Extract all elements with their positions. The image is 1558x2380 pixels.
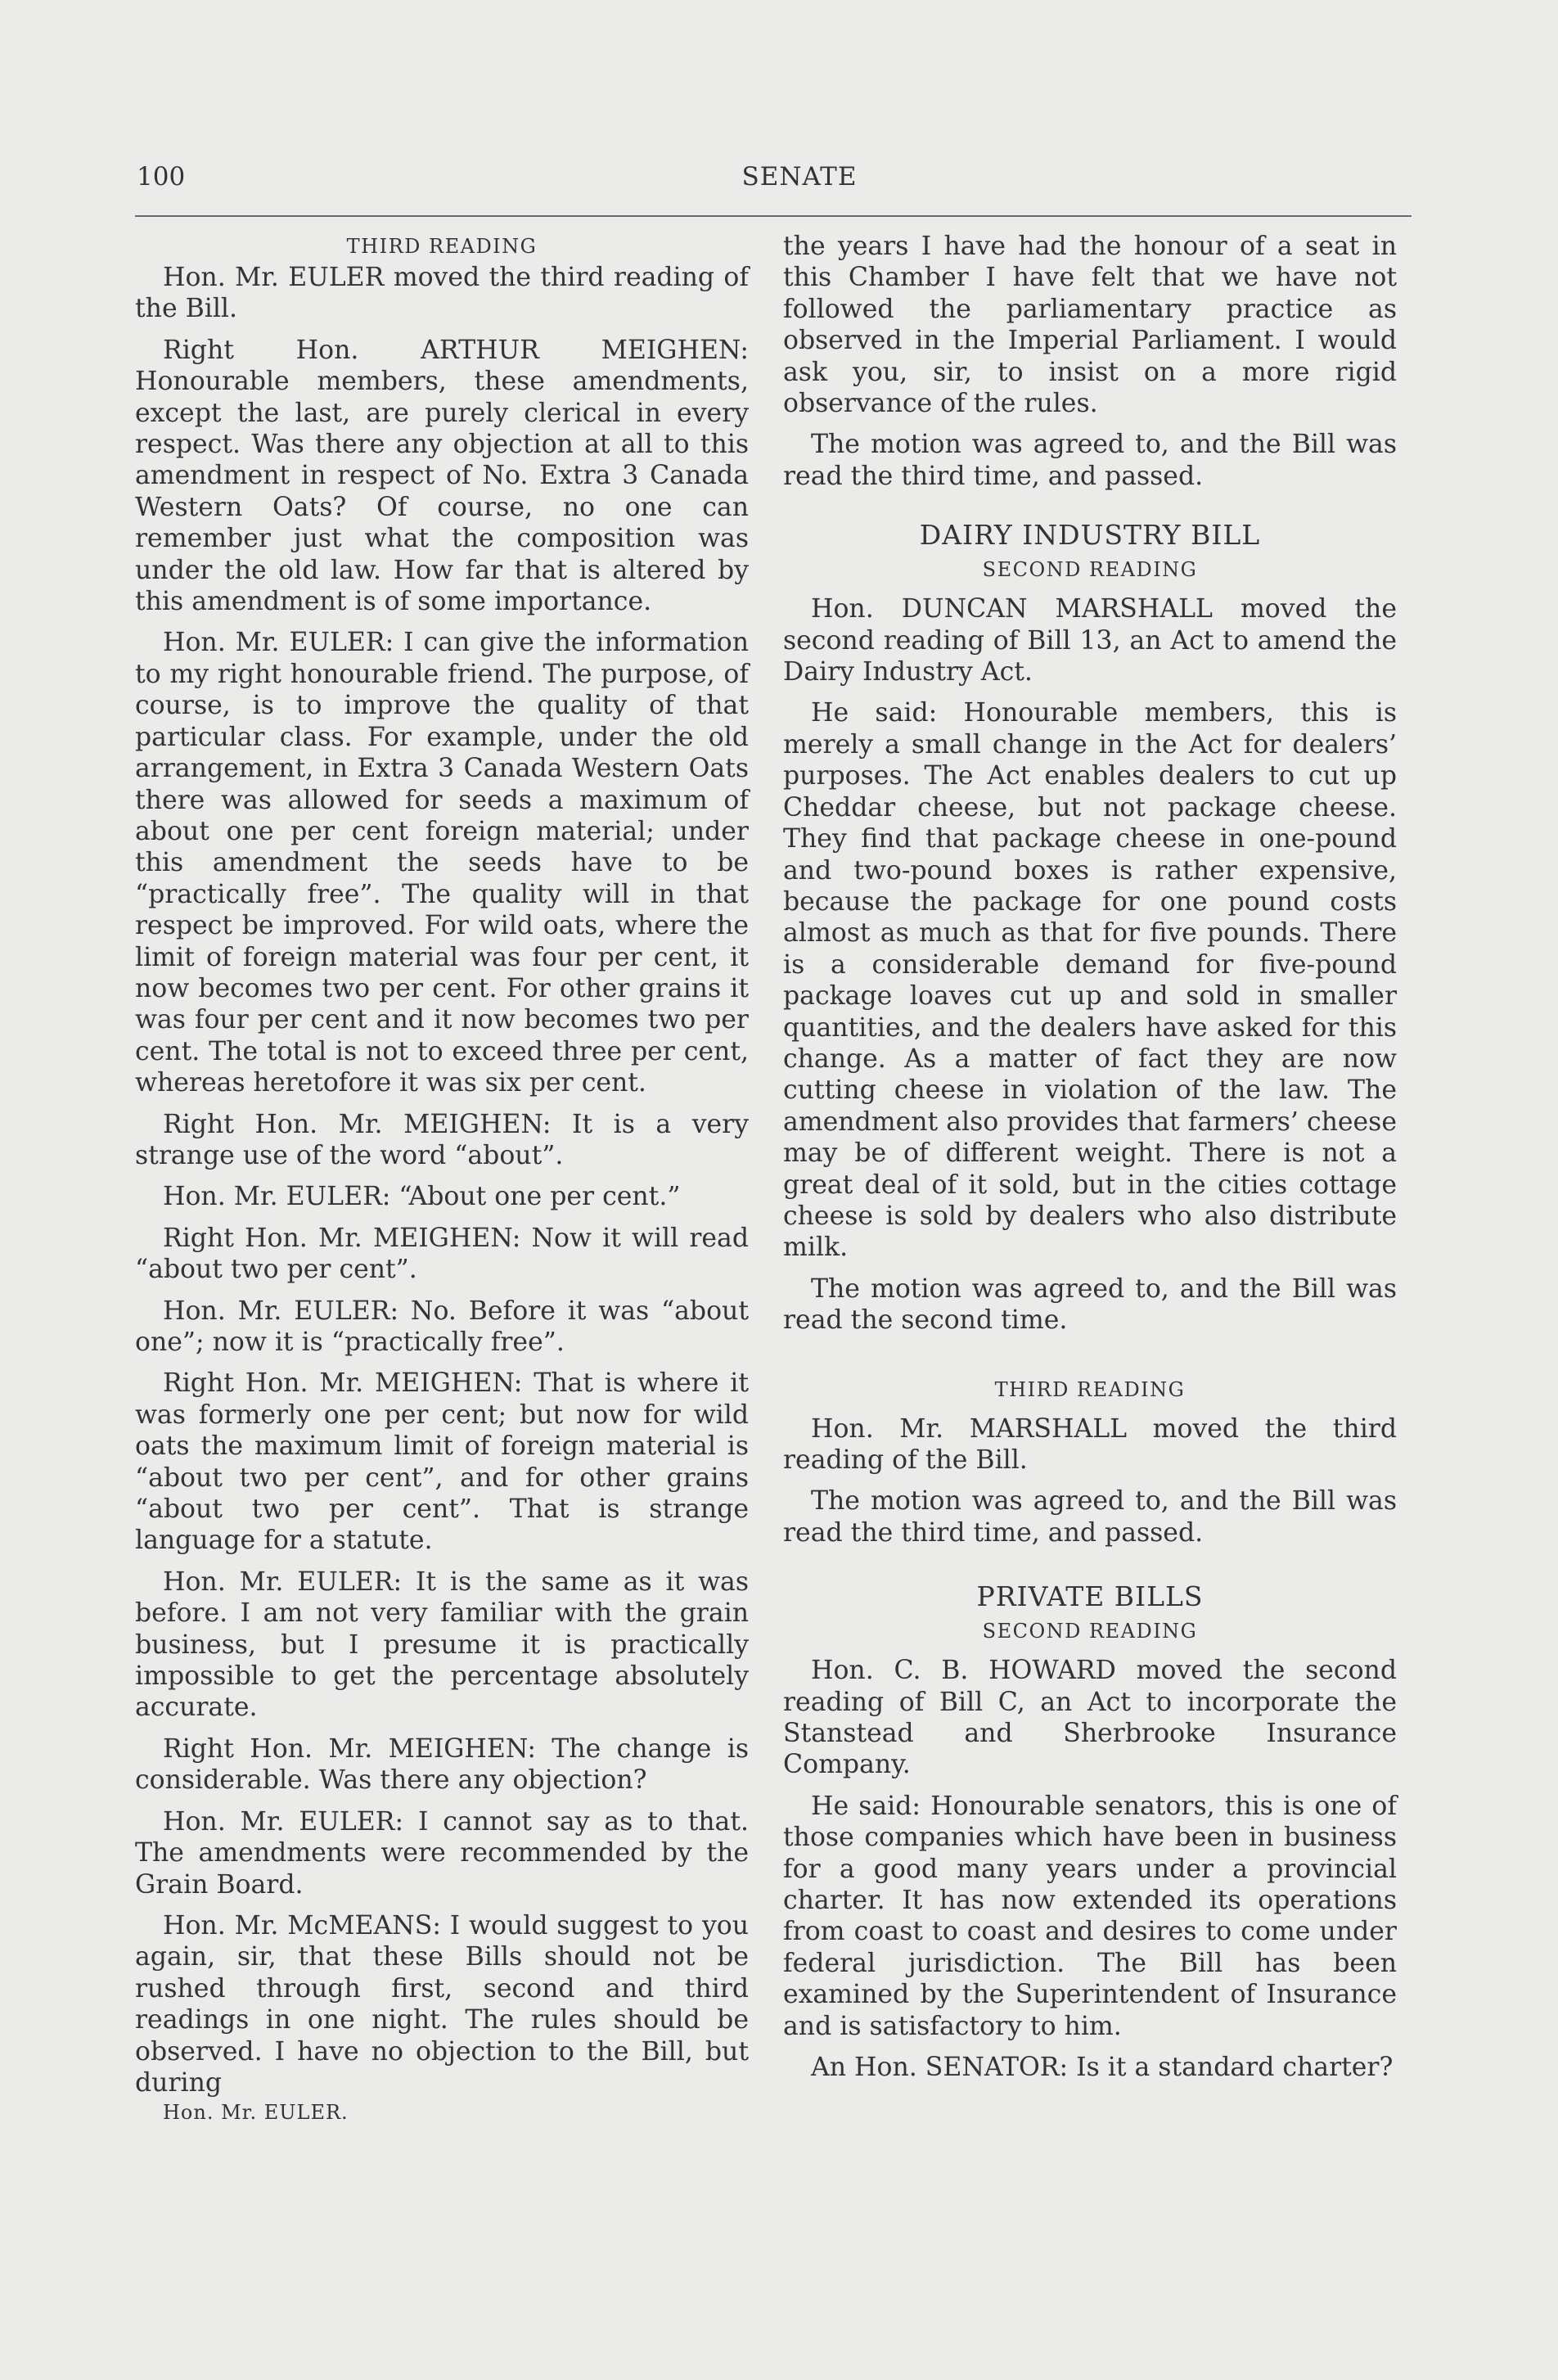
- paragraph: The motion was agreed to, and the Bill was read the third time, and passed.: [783, 1486, 1397, 1548]
- header-rule: [135, 215, 1412, 217]
- paragraph: Right Hon. Mr. MEIGHEN: The change is considerable. Was there any objection?: [135, 1733, 749, 1796]
- paragraph: Hon. Mr. MARSHALL moved the third reading of the Bill.: [783, 1413, 1397, 1475]
- paragraph: The motion was agreed to, and the Bill was read the third time, and passed.: [783, 430, 1397, 491]
- paragraph: Hon. Mr. EULER: It is the same as it was before. I am not very familiar with the grain business, but I presume it is practically impossible to get the percentage absolutely accurate.: [135, 1566, 749, 1723]
- section-heading-dairy-industry-bill: DAIRY INDUSTRY BILL: [919, 519, 1261, 552]
- section-heading-third-reading: THIRD READING: [346, 235, 538, 258]
- paragraph: the years I have had the honour of a seat in this Chamber I have felt that we have not followed the parliamentary practice as observed in the Imperial Parliament. I would ask you, sir, to insist on a more rigid observance of the rules.: [783, 232, 1397, 419]
- paragraph: Right Hon. Mr. MEIGHEN: Now it will read “about two per cent”.: [135, 1223, 749, 1285]
- subheading-third-reading: THIRD READING: [994, 1377, 1186, 1401]
- paragraph: Right Hon. Mr. MEIGHEN: That is where it was formerly one per cent; but now for wild oats the maximum limit of foreign material is “about two per cent”, and for other grains “about two per cent”. That is strange language for a statute.: [135, 1368, 749, 1556]
- left-column: [135, 231, 749, 2125]
- page-header: [135, 162, 1412, 198]
- paragraph: Hon. Mr. EULER: “About one per cent.”: [163, 1182, 681, 1212]
- paragraph: Hon. Mr. EULER: I can give the information to my right honourable friend. The purpose, of course, is to improve the quality of that particular class. For example, under the old arrangement, in Extra 3 Canada Western Oats there was allowed for seeds a maximum of about one per cent foreign material; under this amendment the seeds have to be “practically free”. The quality will in that respect be improved. For wild oats, where the limit of foreign material was four per cent, it now becomes two per cent. For other grains it was four per cent and it now becomes two per cent. The total is not to exceed three per cent, whereas heretofore it was six per cent.: [135, 628, 749, 1098]
- paragraph: He said: Honourable senators, this is one of those companies which have been in business for a good many years under a provincial charter. It has now extended its operations from coast to coast and desires to come under federal jurisdiction. The Bill has been examined by the Superintendent of Insurance and is satisfactory to him.: [783, 1791, 1397, 2041]
- paragraph: Hon. DUNCAN MARSHALL moved the second reading of Bill 13, an Act to amend the Dairy Industry Act.: [783, 594, 1397, 687]
- paragraph: Hon. Mr. McMEANS: I would suggest to you again, sir, that these Bills should not be rushed through first, second and third readings in one night. The rules should be observed. I have no objection to the Bill, but during: [135, 1910, 749, 2098]
- paragraph: Hon. Mr. EULER moved the third reading of the Bill.: [135, 263, 749, 324]
- paragraph: The motion was agreed to, and the Bill was read the second time.: [783, 1273, 1397, 1336]
- subheading-second-reading: SECOND READING: [982, 558, 1198, 582]
- paragraph: Hon. Mr. EULER: I cannot say as to that. The amendments were recommended by the Grain Board.: [135, 1806, 749, 1900]
- paragraph: Hon. Mr. EULER: No. Before it was “about one”; now it is “practically free”.: [135, 1296, 749, 1357]
- paragraph: Hon. C. B. HOWARD moved the second reading of Bill C, an Act to incorporate the Stanstead and Sherbrooke Insurance Company.: [783, 1656, 1397, 1780]
- section-heading-private-bills: PRIVATE BILLS: [976, 1580, 1204, 1613]
- page-number: 100: [137, 162, 186, 192]
- footer-speaker-note: Hon. Mr. EULER.: [163, 2101, 349, 2125]
- paragraph: He said: Honourable members, this is merely a small change in the Act for dealers’ purposes. The Act enables dealers to cut up Cheddar cheese, but not package cheese. They find that package cheese in one-pound and two-pound boxes is rather expensive, because the package for one pound costs almost as much as that for five pounds. There is a considerable demand for five-pound package loaves cut up and sold in smaller quantities, and the dealers have asked for this change. As a matter of fact they are now cutting cheese in violation of the law. The amendment also provides that farmers’ cheese may be of different weight. There is not a great deal of it sold, but in the cities cottage cheese is sold by dealers who also distribute milk.: [783, 698, 1397, 1263]
- right-column: [783, 231, 1397, 2094]
- paragraph: Right Hon. Mr. MEIGHEN: It is a very strange use of the word “about”.: [135, 1109, 749, 1170]
- paragraph: An Hon. SENATOR: Is it a standard charter?: [811, 2053, 1394, 2083]
- running-title: SENATE: [741, 162, 858, 192]
- paragraph: Right Hon. ARTHUR MEIGHEN: Honourable members, these amendments, except the last, are purely clerical in every respect. Was there any objection at all to this amendment in respect of No. Extra 3 Canada Western Oats? Of course, no one can remember just what the composition was under the old law. How far that is altered by this amendment is of some importance.: [135, 335, 749, 617]
- subheading-second-reading-private: SECOND READING: [982, 1620, 1198, 1643]
